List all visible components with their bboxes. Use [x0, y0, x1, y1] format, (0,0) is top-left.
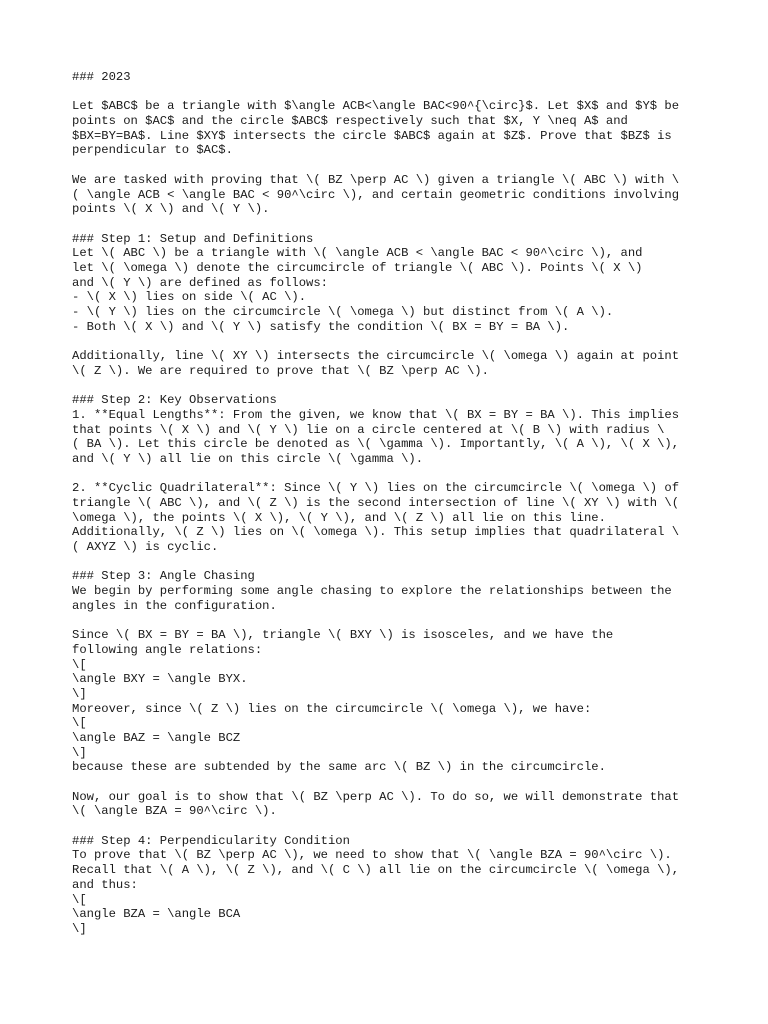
text-line: following angle relations:	[72, 642, 263, 657]
section-heading: ### Step 2: Key Observations	[72, 393, 277, 408]
section-heading: ### 2023	[72, 70, 131, 84]
text-line: Now, our goal is to show that \( BZ \perp AC \). To do so, we will demonstrate that	[72, 789, 680, 804]
text-line: \[	[72, 892, 87, 907]
blank-line	[72, 334, 712, 349]
blank-line	[72, 555, 712, 570]
blank-line	[72, 217, 712, 232]
text-line: \[	[72, 657, 87, 672]
text-line: \angle BAZ = \angle BCZ	[72, 730, 241, 745]
blank-line	[72, 819, 712, 834]
text-line: ( AXYZ \) is cyclic.	[72, 540, 219, 554]
text-line: ( \angle ACB < \angle BAC < 90^\circ \), and certain geometric conditions involving	[72, 187, 680, 202]
text-line: \angle BXY = \angle BYX.	[72, 672, 248, 687]
text-line: \angle BZA = \angle BCA	[72, 907, 241, 922]
text-line: \]	[72, 745, 87, 760]
text-line: Additionally, \( Z \) lies on \( \omega \). This setup implies that quadrilateral \	[72, 525, 680, 540]
text-line: Moreover, since \( Z \) lies on the circumcircle \( \omega \), we have:	[72, 701, 592, 716]
blank-line	[72, 158, 712, 173]
text-line: - \( X \) lies on side \( AC \).	[72, 290, 307, 305]
blank-line	[72, 467, 712, 482]
text-line: We are tasked with proving that \( BZ \perp AC \) given a triangle \( ABC \) with \	[72, 172, 680, 187]
text-line: and \( Y \) are defined as follows:	[72, 275, 328, 290]
text-line: Since \( BX = BY = BA \), triangle \( BXY \) is isosceles, and we have the	[72, 628, 614, 643]
text-line: points \( X \) and \( Y \).	[72, 202, 270, 217]
text-line: - \( Y \) lies on the circumcircle \( \omega \) but distinct from \( A \).	[72, 305, 614, 319]
text-line: $BX=BY=BA$. Line $XY$ intersects the circle $ABC$ again at $Z$. Prove that $BZ$ is	[72, 128, 672, 143]
text-line: - Both \( X \) and \( Y \) satisfy the condition \( BX = BY = BA \).	[72, 319, 570, 334]
text-line: because these are subtended by the same arc \( BZ \) in the circumcircle.	[72, 760, 606, 775]
text-line: perpendicular to $AC$.	[72, 143, 233, 158]
blank-line	[72, 613, 712, 628]
text-line: To prove that \( BZ \perp AC \), we need to show that \( \angle BZA = 90^\circ \).	[72, 848, 672, 863]
text-line: triangle \( ABC \), and \( Z \) is the second intersection of line \( XY \) with \(	[72, 495, 680, 510]
text-line: angles in the configuration.	[72, 598, 277, 613]
section-heading: ### Step 4: Perpendicularity Condition	[72, 833, 350, 848]
text-line: let \( \omega \) denote the circumcircle of triangle \( ABC \). Points \( X \)	[72, 260, 643, 275]
text-line: 2. **Cyclic Quadrilateral**: Since \( Y \) lies on the circumcircle \( \omega \) of	[72, 481, 680, 496]
section-heading: ### Step 3: Angle Chasing	[72, 569, 255, 584]
text-line: We begin by performing some angle chasing to explore the relationships between the	[72, 584, 672, 599]
text-line: and thus:	[72, 877, 138, 892]
text-line: and \( Y \) all lie on this circle \( \gamma \).	[72, 451, 424, 466]
text-line: that points \( X \) and \( Y \) lie on a circle centered at \( B \) with radius \	[72, 422, 665, 437]
blank-line	[72, 775, 712, 790]
blank-line	[72, 378, 712, 393]
text-line: \( \angle BZA = 90^\circ \).	[72, 804, 277, 819]
text-line: \[	[72, 716, 87, 731]
text-line: points on $AC$ and the circle $ABC$ respectively such that $X, Y \neq A$ and	[72, 114, 628, 129]
text-line: ( BA \). Let this circle be denoted as \( \gamma \). Importantly, \( A \), \( X \),	[72, 437, 680, 452]
text-line: 1. **Equal Lengths**: From the given, we know that \( BX = BY = BA \). This implies	[72, 407, 680, 422]
text-line: \omega \), the points \( X \), \( Y \), and \( Z \) all lie on this line.	[72, 510, 606, 525]
document-body	[72, 70, 712, 937]
text-line: Additionally, line \( XY \) intersects the circumcircle \( \omega \) again at point	[72, 349, 680, 364]
text-line: Recall that \( A \), \( Z \), and \( C \) all lie on the circumcircle \( \omega \),	[72, 863, 680, 878]
section-heading: ### Step 1: Setup and Definitions	[72, 231, 314, 246]
blank-line	[72, 85, 712, 100]
text-line: \]	[72, 921, 87, 936]
text-line: Let \( ABC \) be a triangle with \( \angle ACB < \angle BAC < 90^\circ \), and	[72, 246, 643, 261]
text-line: \]	[72, 686, 87, 701]
text-line: \( Z \). We are required to prove that \( BZ \perp AC \).	[72, 363, 489, 378]
text-line: Let $ABC$ be a triangle with $\angle ACB<\angle BAC<90^{\circ}$. Let $X$ and $Y$ be	[72, 99, 680, 114]
